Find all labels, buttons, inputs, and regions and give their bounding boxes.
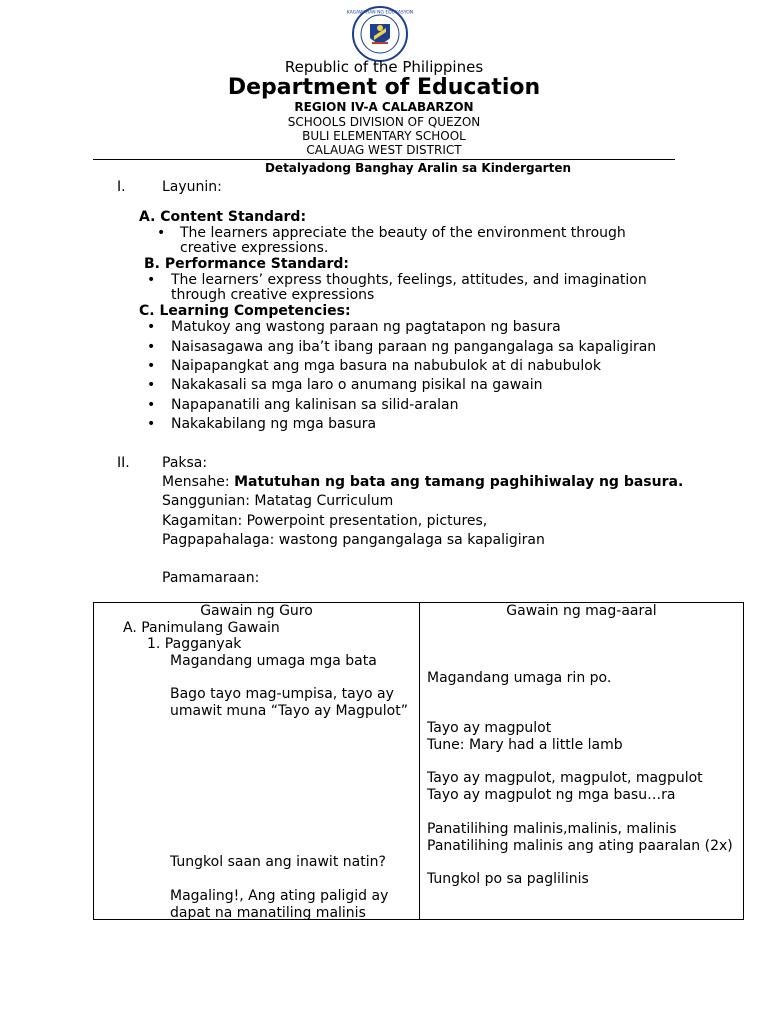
content-standard-line-2: creative expressions. [180, 240, 329, 256]
competency-item: Matukoy ang wastong paraan ng pagtatapon ng basura [171, 319, 561, 335]
magaaral-line: Tungkol po sa paglilinis [427, 871, 589, 887]
content-standard-line-1: The learners appreciate the beauty of the environment through [180, 225, 626, 241]
competency-item: Nakakabilang ng mga basura [171, 416, 377, 432]
seal-text: KAGAWARAN NG EDUKASYON [346, 10, 414, 16]
bullet-dot: • [147, 377, 156, 393]
table-column-divider [419, 602, 420, 920]
guro-line: Magaling!, Ang ating paligid ay [170, 888, 389, 904]
section1-numeral: I. [117, 179, 126, 195]
table-header-magaaral: Gawain ng mag-aaral [506, 603, 657, 619]
bullet-dot: • [147, 397, 156, 413]
pagpapahalaga-line: Pagpapahalaga: wastong pangangalaga sa kapaligiran [162, 532, 545, 548]
magaaral-line: Panatilihing malinis,malinis, malinis [427, 821, 677, 837]
division-line: SCHOOLS DIVISION OF QUEZON [287, 115, 481, 129]
magaaral-line: Magandang umaga rin po. [427, 670, 612, 686]
region-line: REGION IV-A CALABARZON [294, 100, 474, 114]
mensahe-line [162, 474, 683, 490]
kagamitan-line: Kagamitan: Powerpoint presentation, pictures, [162, 513, 488, 529]
plan-title: Detalyadong Banghay Aralin sa Kindergarten [264, 161, 572, 175]
pamamaraan-heading: Pamamaraan: [162, 570, 260, 586]
district-line: CALAUAG WEST DISTRICT [306, 143, 462, 157]
school-line: BULI ELEMENTARY SCHOOL [302, 129, 466, 143]
deped-seal [346, 6, 414, 62]
competency-item: Naisasagawa ang iba’t ibang paraan ng pangangalaga sa kapaligiran [171, 339, 657, 355]
competency-item: Napapanatili ang kalinisan sa silid-aralan [171, 397, 459, 413]
competency-item: Nakakasali sa mga laro o anumang pisikal na gawain [171, 377, 543, 393]
department-title: Department of Education [227, 75, 541, 100]
bullet-dot: • [147, 339, 156, 355]
guro-line: umawit muna “Tayo ay Magpulot” [170, 703, 408, 719]
magaaral-line: Tayo ay magpulot, magpulot, magpulot [427, 770, 703, 786]
performance-standard-line-2: through creative expressions [171, 287, 375, 303]
section2-numeral: II. [117, 455, 130, 471]
performance-standard-heading: B. Performance Standard: [144, 256, 349, 272]
competency-item: Naipapangkat ang mga basura na nabubulok at di nabubulok [171, 358, 601, 374]
guro-line: dapat na manatiling malinis [170, 905, 366, 921]
bullet-dot: • [147, 358, 156, 374]
sanggunian-line: Sanggunian: Matatag Curriculum [162, 493, 394, 509]
magaaral-line: Tayo ay magpulot [427, 720, 552, 736]
guro-line: Tungkol saan ang inawit natin? [170, 854, 386, 870]
guro-line: Bago tayo mag-umpisa, tayo ay [170, 686, 394, 702]
magaaral-line: Tayo ay magpulot ng mga basu…ra [427, 787, 676, 803]
guro-line: Magandang umaga mga bata [170, 653, 377, 669]
bullet-dot: • [157, 225, 166, 241]
competencies-heading: C. Learning Competencies: [139, 303, 351, 319]
bullet-dot: • [147, 416, 156, 432]
magaaral-line: Tune: Mary had a little lamb [427, 737, 623, 753]
bullet-dot: • [147, 272, 156, 288]
mensahe-value: Matutuhan ng bata ang tamang paghihiwalay ng basura. [234, 474, 684, 490]
table-header-guro: Gawain ng Guro [200, 603, 313, 619]
bullet-dot: • [147, 319, 156, 335]
magaaral-line: Panatilihing malinis ang ating paaralan (2x) [427, 838, 733, 854]
section1-title: Layunin: [162, 179, 222, 195]
content-standard-heading: A. Content Standard: [139, 209, 307, 225]
guro-pagganyak: 1. Pagganyak [147, 636, 242, 652]
section2-title: Paksa: [162, 455, 208, 471]
mensahe-label: Mensahe: [162, 474, 235, 490]
guro-panimulang-gawain: A. Panimulang Gawain [123, 620, 280, 636]
performance-standard-line-1: The learners’ express thoughts, feelings, attitudes, and imagination [171, 272, 647, 288]
republic-line: Republic of the Philippines [284, 58, 484, 76]
header-divider [93, 159, 675, 160]
